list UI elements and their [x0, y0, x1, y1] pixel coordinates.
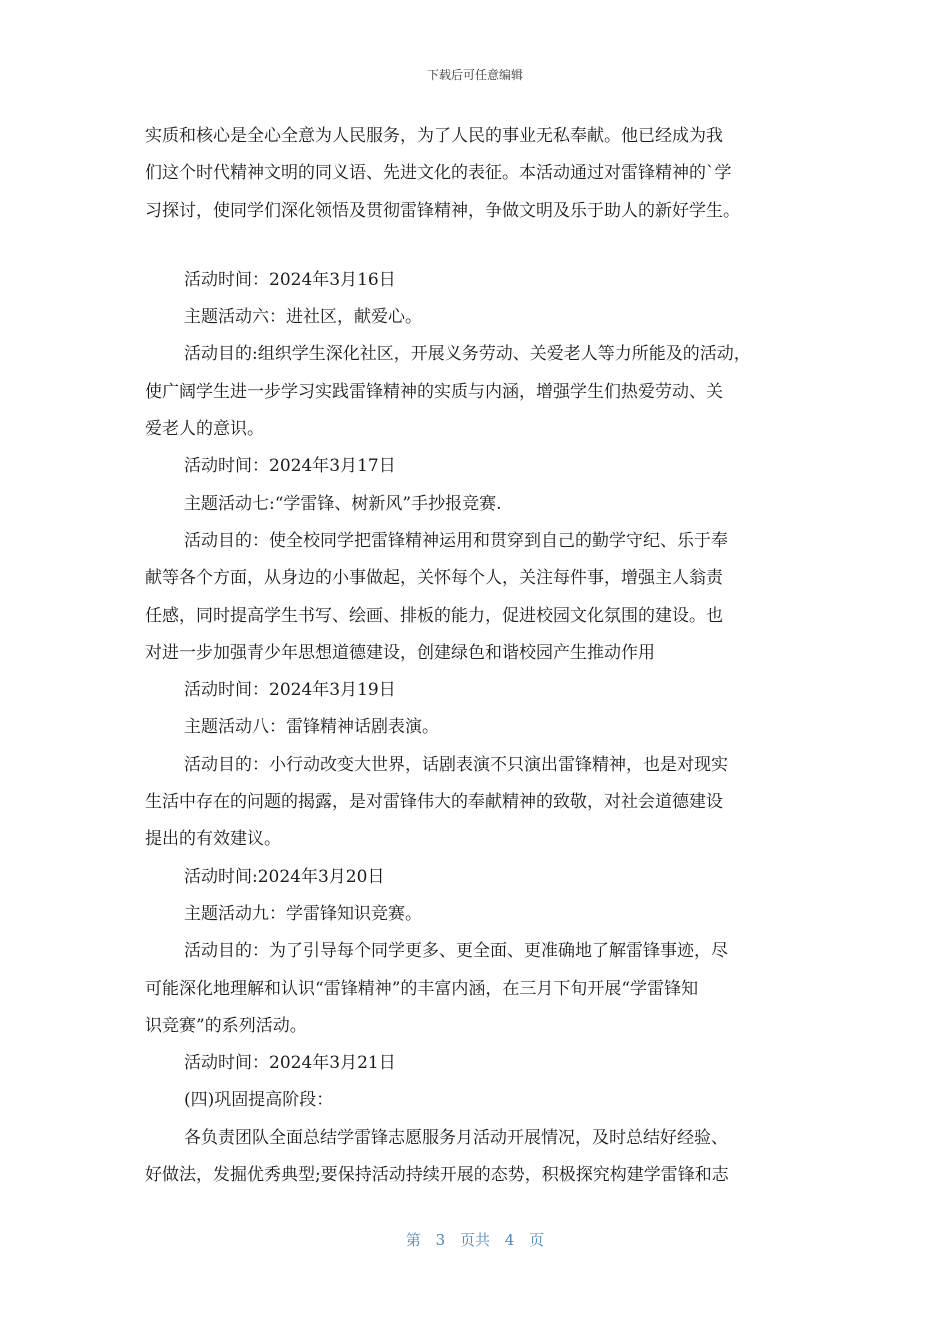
section-heading: (四)巩固提高阶段：	[184, 1090, 334, 1111]
page-header: 下载后可任意编辑	[426, 68, 523, 82]
paragraph-line: 实质和核心是全心全意为人民服务，为了人民的事业无私奉献。他已经成为我	[145, 126, 723, 146]
paragraph-line: 习探讨，使同学们深化领悟及贯彻雷锋精神，争做文明及乐于助人的新好学生。	[145, 200, 740, 221]
activity-goal-line: 可能深化地理解和认识“雷锋精神”的丰富内涵，在三月下旬开展“学雷锋知	[145, 978, 699, 999]
paragraph-line: 们这个时代精神文明的同义语、先进文化的表征。本活动通过对雷锋精神的`学	[145, 163, 732, 184]
section-text-line: 好做法，发掘优秀典型;要保持活动持续开展的态势，积极探究构建学雷锋和志	[145, 1165, 729, 1186]
activity-title: 主题活动八：雷锋精神话剧表演。	[184, 717, 439, 738]
activity-goal-line: 提出的有效建议。	[145, 829, 281, 850]
activity-goal-line: 活动目的:组织学生深化社区，开展义务劳动、关爱老人等力所能及的活动，	[184, 344, 751, 365]
activity-goal-line: 爱老人的意识。	[145, 419, 264, 440]
activity-time: 活动时间：2024年3月16日	[184, 269, 396, 290]
activity-time: 活动时间：2024年3月17日	[184, 456, 396, 477]
activity-time: 活动时间：2024年3月19日	[184, 680, 396, 701]
activity-goal-line: 使广阔学生进一步学习实践雷锋精神的实质与内涵，增强学生们热爱劳动、关	[145, 381, 723, 402]
activity-goal-line: 任感，同时提高学生书写、绘画、排板的能力，促进校园文化氛围的建设。也	[145, 605, 723, 626]
activity-time: 活动时间：2024年3月21日	[184, 1053, 396, 1074]
page-footer: 第 3 页共 4 页	[405, 1231, 545, 1249]
activity-time: 活动时间:2024年3月20日	[184, 866, 385, 887]
activity-goal-line: 活动目的：小行动改变大世界，话剧表演不只演出雷锋精神，也是对现实	[184, 754, 728, 775]
activity-goal-line: 活动目的：为了引导每个同学更多、更全面、更准确地了解雷锋事迹，尽	[184, 941, 728, 962]
activity-goal-line: 对进一步加强青少年思想道德建设，创建绿色和谐校园产生推动作用	[145, 642, 655, 663]
activity-goal-line: 献等各个方面，从身边的小事做起，关怀每个人，关注每件事，增强主人翁责	[145, 568, 723, 589]
document-body	[145, 118, 835, 1194]
activity-goal-line: 活动目的：使全校同学把雷锋精神运用和贯穿到自己的勤学守纪、乐于奉	[184, 530, 728, 551]
activity-title: 主题活动六：进社区，献爱心。	[184, 307, 422, 328]
section-text-line: 各负责团队全面总结学雷锋志愿服务月活动开展情况，及时总结好经验、	[184, 1127, 728, 1148]
activity-title: 主题活动九：学雷锋知识竞赛。	[184, 903, 422, 924]
activity-goal-line: 生活中存在的问题的揭露，是对雷锋伟大的奉献精神的致敬，对社会道德建设	[145, 792, 723, 813]
activity-goal-line: 识竞赛”的系列活动。	[145, 1015, 307, 1036]
paragraph-gap	[145, 230, 835, 262]
activity-title: 主题活动七:“学雷锋、树新风”手抄报竞赛.	[184, 493, 502, 514]
